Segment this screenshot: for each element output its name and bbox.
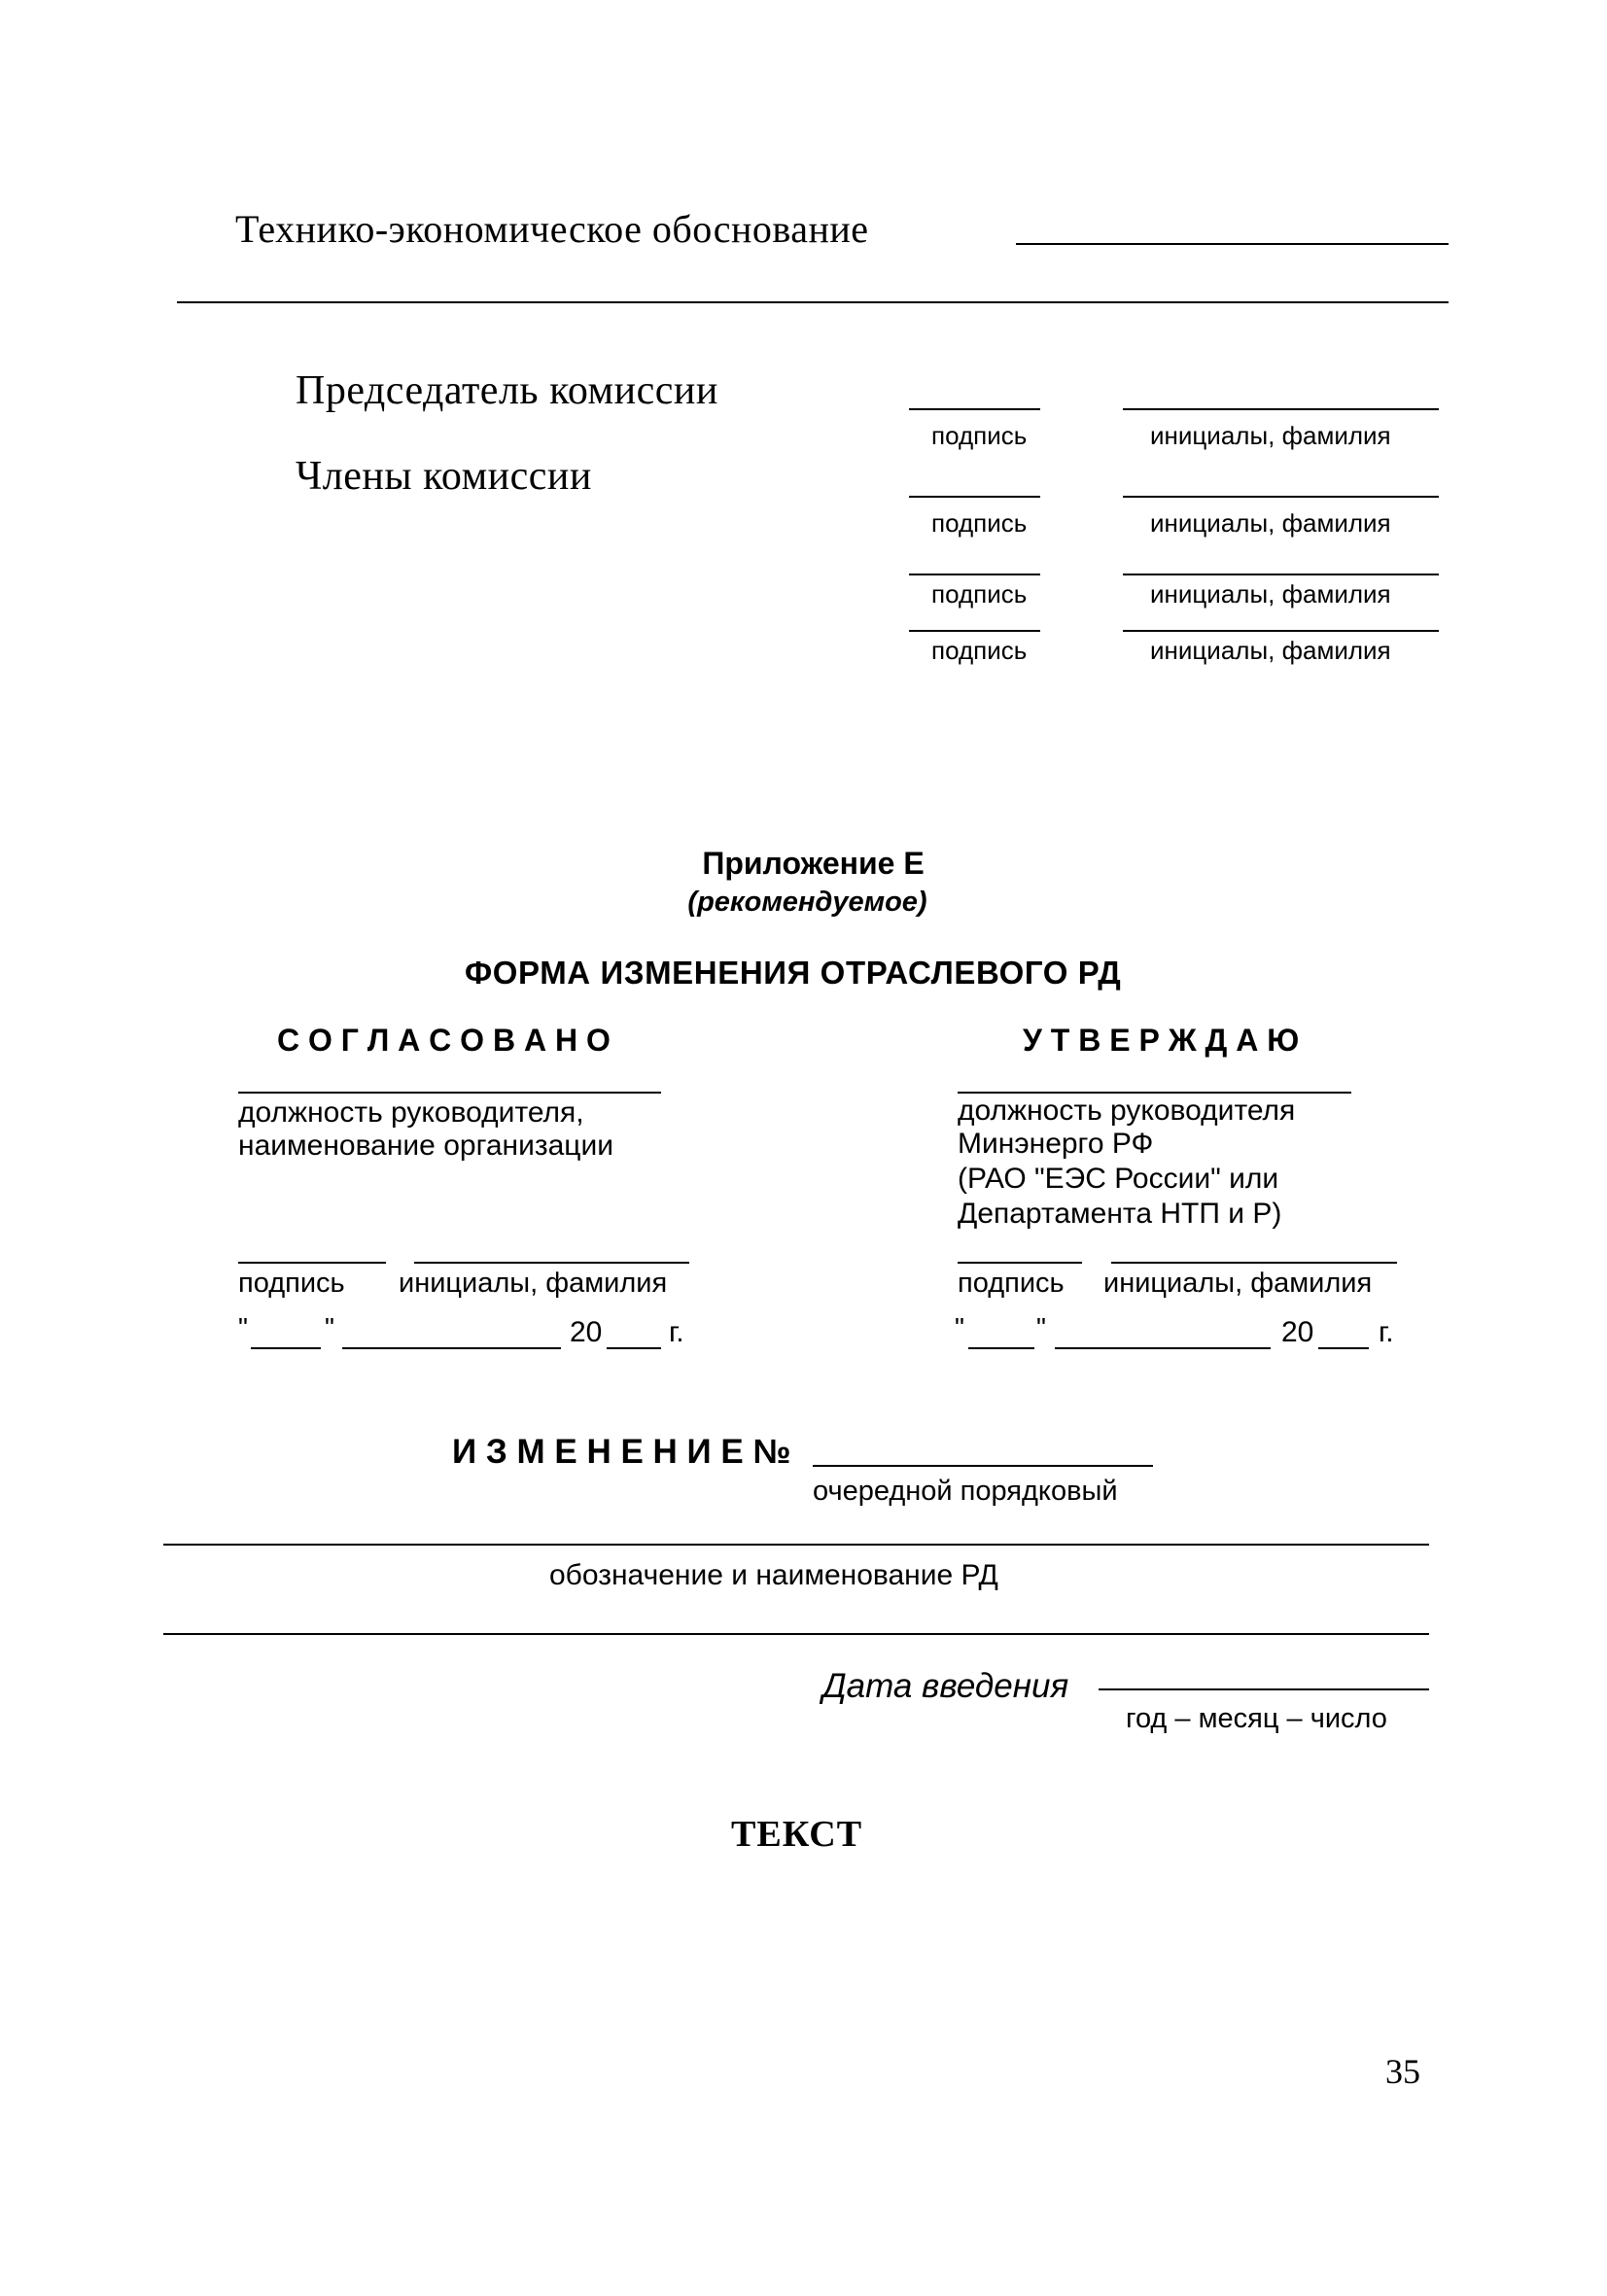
approved-signature-caption: подпись <box>958 1268 1065 1299</box>
agreed-day-line[interactable] <box>251 1347 321 1349</box>
agreed-position-caption-1: должность руководителя, <box>238 1096 584 1129</box>
approved-heading: У Т В Е Р Ж Д А Ю <box>1023 1023 1300 1058</box>
date-label: Дата введения <box>822 1667 1069 1705</box>
approved-position-caption-4: Департамента НТП и Р) <box>958 1198 1282 1230</box>
form-title: ФОРМА ИЗМЕНЕНИЯ ОТРАСЛЕВОГО РД <box>465 955 1122 991</box>
signature-caption: подпись <box>931 508 1028 538</box>
signature-caption: подпись <box>931 421 1028 450</box>
designation-continuation-line[interactable] <box>163 1633 1429 1635</box>
approved-name-line[interactable] <box>1111 1262 1397 1264</box>
approved-position-line[interactable] <box>958 1092 1351 1094</box>
body-heading: ТЕКСТ <box>731 1814 863 1855</box>
approved-date-close-quote: " <box>1036 1312 1046 1342</box>
approved-position-caption-1: должность руководителя <box>958 1095 1296 1127</box>
agreed-position-line[interactable] <box>238 1092 661 1094</box>
change-label: И З М Е Н Е Н И Е № <box>452 1433 791 1471</box>
feasibility-label: Технико-экономическое обоснование <box>235 207 869 251</box>
name-caption: инициалы, фамилия <box>1150 508 1391 538</box>
name-line[interactable] <box>1123 408 1439 410</box>
designation-caption: обозначение и наименование РД <box>549 1559 998 1591</box>
approved-position-caption-2: Минэнерго РФ <box>958 1128 1154 1160</box>
agreed-year-line[interactable] <box>607 1347 661 1349</box>
members-label: Члены комиссии <box>296 454 592 499</box>
agreed-date-close-quote: " <box>325 1312 334 1342</box>
name-line[interactable] <box>1123 574 1439 575</box>
agreed-name-caption: инициалы, фамилия <box>399 1268 668 1299</box>
name-caption: инициалы, фамилия <box>1150 421 1391 450</box>
feasibility-field-line[interactable] <box>1016 243 1449 245</box>
approved-year-prefix: 20 <box>1281 1316 1314 1348</box>
signature-line[interactable] <box>909 408 1040 410</box>
agreed-signature-caption: подпись <box>238 1268 345 1299</box>
name-line[interactable] <box>1123 496 1439 498</box>
approved-name-caption: инициалы, фамилия <box>1103 1268 1373 1299</box>
approved-day-line[interactable] <box>968 1347 1034 1349</box>
agreed-name-line[interactable] <box>414 1262 689 1264</box>
signature-line[interactable] <box>909 496 1040 498</box>
feasibility-continuation-line[interactable] <box>177 301 1449 303</box>
signature-line[interactable] <box>909 574 1040 575</box>
appendix-subtitle: (рекомендуемое) <box>687 887 927 918</box>
agreed-year-prefix: 20 <box>570 1316 603 1348</box>
appendix-title: Приложение Е <box>702 846 925 881</box>
change-number-line[interactable] <box>813 1465 1153 1467</box>
agreed-month-line[interactable] <box>342 1347 561 1349</box>
signature-caption: подпись <box>931 579 1028 609</box>
approved-date-open-quote: " <box>955 1312 964 1342</box>
agreed-year-suffix: г. <box>669 1316 684 1348</box>
date-caption: год – месяц – число <box>1126 1703 1387 1734</box>
agreed-date-open-quote: " <box>238 1312 248 1342</box>
signature-caption: подпись <box>931 636 1028 665</box>
date-line[interactable] <box>1099 1688 1429 1690</box>
name-line[interactable] <box>1123 630 1439 632</box>
approved-month-line[interactable] <box>1055 1347 1271 1349</box>
change-number-caption: очередной порядковый <box>813 1476 1118 1507</box>
designation-line[interactable] <box>163 1544 1429 1546</box>
agreed-signature-line[interactable] <box>238 1262 386 1264</box>
approved-year-suffix: г. <box>1379 1316 1394 1348</box>
page-number: 35 <box>1385 2052 1420 2091</box>
signature-line[interactable] <box>909 630 1040 632</box>
name-caption: инициалы, фамилия <box>1150 579 1391 609</box>
agreed-heading: С О Г Л А С О В А Н О <box>277 1023 611 1058</box>
name-caption: инициалы, фамилия <box>1150 636 1391 665</box>
chairman-label: Председатель комиссии <box>296 368 718 413</box>
approved-year-line[interactable] <box>1318 1347 1369 1349</box>
agreed-position-caption-2: наименование организации <box>238 1130 614 1162</box>
approved-signature-line[interactable] <box>958 1262 1082 1264</box>
approved-position-caption-3: (РАО "ЕЭС России" или <box>958 1163 1279 1195</box>
